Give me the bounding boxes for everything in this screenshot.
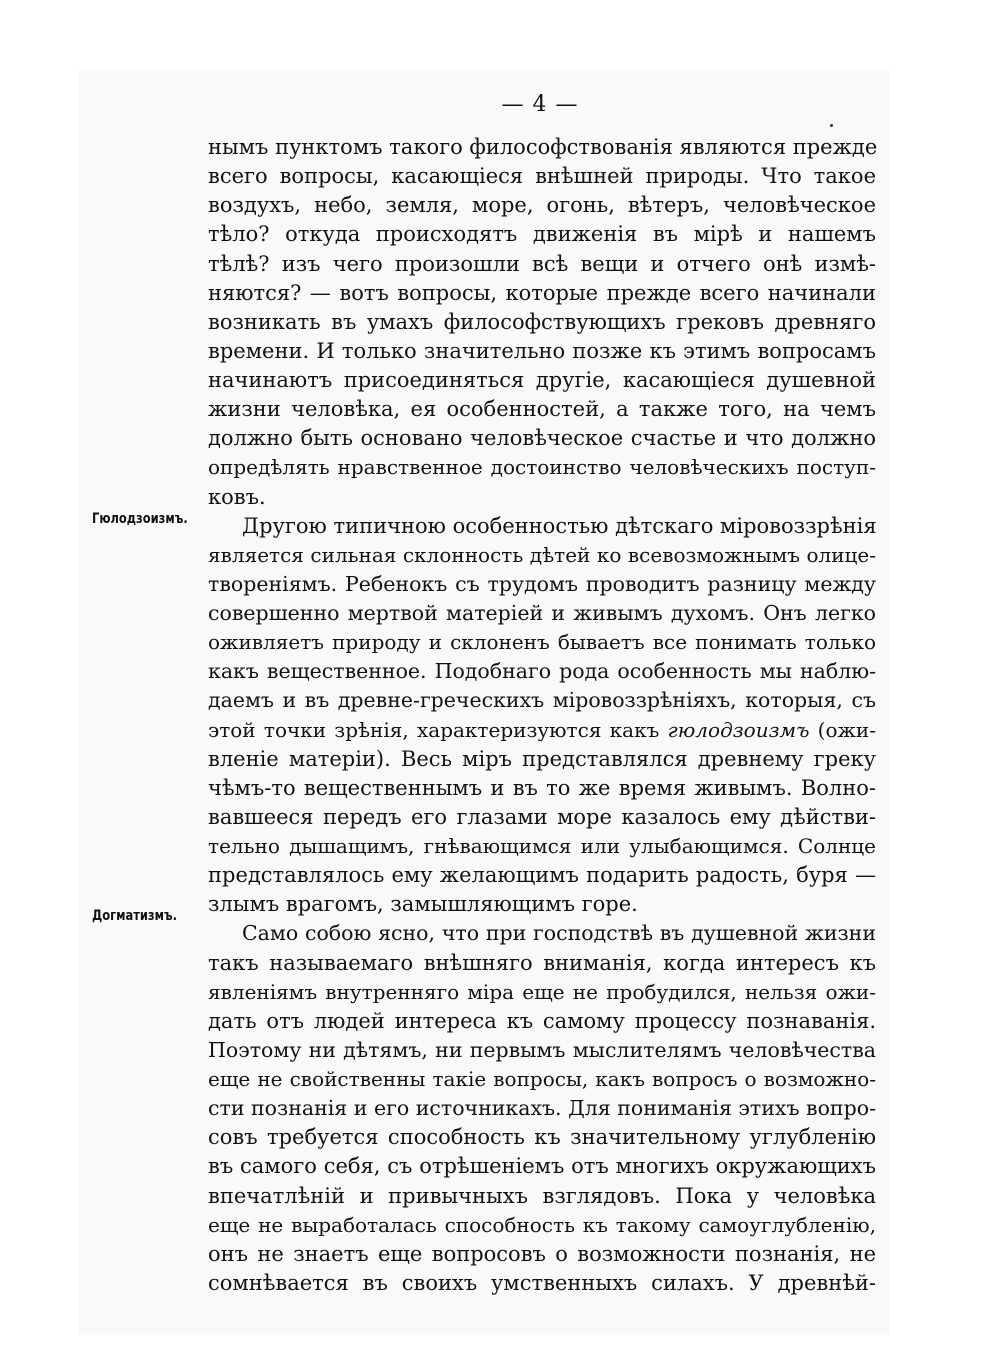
text-line: тѣло? откуда происходятъ движенія въ мірѣ и нашемъ — [208, 222, 876, 247]
text-line: еще не свойственны такіе вопросы, какъ вопросъ о возможно- — [208, 1067, 876, 1091]
text-line: опредѣлять нравственное достоинство человѣческихъ поступ- — [208, 455, 876, 480]
text-line: няются? — вотъ вопросы, которые прежде всего начинали — [208, 280, 876, 305]
text-line: оживляетъ природу и склоненъ бываетъ все понимать только — [208, 630, 876, 655]
text-line: жизни человѣка, ея особенностей, а также того, на чемъ — [208, 397, 876, 422]
text-line: является сильная склонность дѣтей ко всевозможнымъ олице- — [208, 542, 876, 567]
term-italic: гюлодзоизмъ — [667, 717, 810, 742]
text-line: начинаютъ присоединяться другіе, касающіеся душевной — [208, 368, 876, 392]
text-line: тельно дышащимъ, гнѣвающимся или улыбающимся. Солнце — [208, 834, 876, 858]
text-line: должно быть основано человѣческое счастье и что должно — [208, 426, 876, 451]
text-line: даемъ и въ древне-греческихъ міровоззрѣніяхъ, которыя, съ — [208, 688, 876, 713]
text-line: Поэтому ни дѣтямъ, ни первымъ мыслителямъ человѣчества — [208, 1037, 876, 1062]
text-line: тѣлѣ? изъ чего произошли всѣ вещи и отчего онѣ измѣ- — [208, 251, 876, 276]
margin-note-hylozoism: Гюлодзоизмъ. — [92, 511, 188, 527]
text-line: впечатлѣній и привычныхъ взглядовъ. Пока у человѣка — [208, 1183, 876, 1208]
text-line: какъ вещественное. Подобнаго рода особенность мы наблю- — [208, 659, 876, 684]
text-line: совершенно мертвой матеріей и живымъ духомъ. Онъ легко — [208, 601, 876, 625]
text-line: ковъ. — [208, 484, 266, 509]
text-line: злымъ врагомъ, замышляющимъ горе. — [208, 892, 638, 917]
text-line: возникать въ умахъ философствующихъ грековъ древняго — [208, 309, 876, 334]
text-line: явленіямъ внутренняго міра еще не пробудился, нельзя ожи- — [208, 979, 876, 1004]
body-text — [208, 133, 876, 1298]
text-line: дать отъ людей интереса къ самому процессу познаванія. — [208, 1008, 876, 1033]
text-line: вленіе матеріи). Весь міръ представлялся древнему греку — [208, 746, 876, 771]
text-line: совъ требуется способность къ значительному углубленію — [208, 1125, 876, 1150]
text-line: чѣмъ-то вещественнымъ и въ то же время живымъ. Волно- — [208, 775, 876, 800]
text-line: вавшееся передъ его глазами море казалось ему дѣйстви- — [208, 804, 876, 829]
text-line: представлялось ему желающимъ подарить радость, буря — — [208, 863, 876, 888]
text-line: онъ не знаетъ еще вопросовъ о возможности познанія, не — [208, 1241, 876, 1266]
text-line: сти познанія и его источникахъ. Для пониманія этихъ вопро- — [208, 1096, 876, 1121]
ink-speck — [830, 124, 833, 127]
text-line: еще не выработалась способность къ такому самоуглубленію, — [208, 1212, 876, 1237]
margin-note-dogmatism: Догматизмъ. — [92, 908, 177, 924]
text-line — [208, 716, 876, 745]
text-line: такъ называемаго внѣшняго вниманія, когда интересъ къ — [208, 950, 876, 975]
text-line: воздухъ, небо, земля, море, огонь, вѣтеръ, человѣческое — [208, 193, 876, 218]
page-number: — 4 — — [501, 92, 579, 117]
text-line: нымъ пунктомъ такого философствованія являются прежде — [208, 135, 878, 159]
text-line: всего вопросы, касающіеся внѣшней природы. Что такое — [208, 164, 876, 189]
text-line: Другою типичною особенностью дѣтскаго міровоззрѣнія — [242, 513, 877, 538]
text-line: сомнѣвается въ своихъ умственныхъ силахъ. У древнѣй- — [208, 1270, 876, 1295]
text-span: этой точки зрѣнія, характеризуются какъ — [208, 717, 660, 742]
text-line: Само собою ясно, что при господствѣ въ душевной жизни — [242, 921, 876, 946]
text-line: въ самого себя, съ отрѣшеніемъ отъ многихъ окружающихъ — [208, 1154, 876, 1179]
text-span: (ожи- — [817, 717, 877, 742]
text-line: времени. И только значительно позже къ этимъ вопросамъ — [208, 338, 876, 363]
text-line: твореніямъ. Ребенокъ съ трудомъ проводитъ разницу между — [208, 571, 876, 596]
